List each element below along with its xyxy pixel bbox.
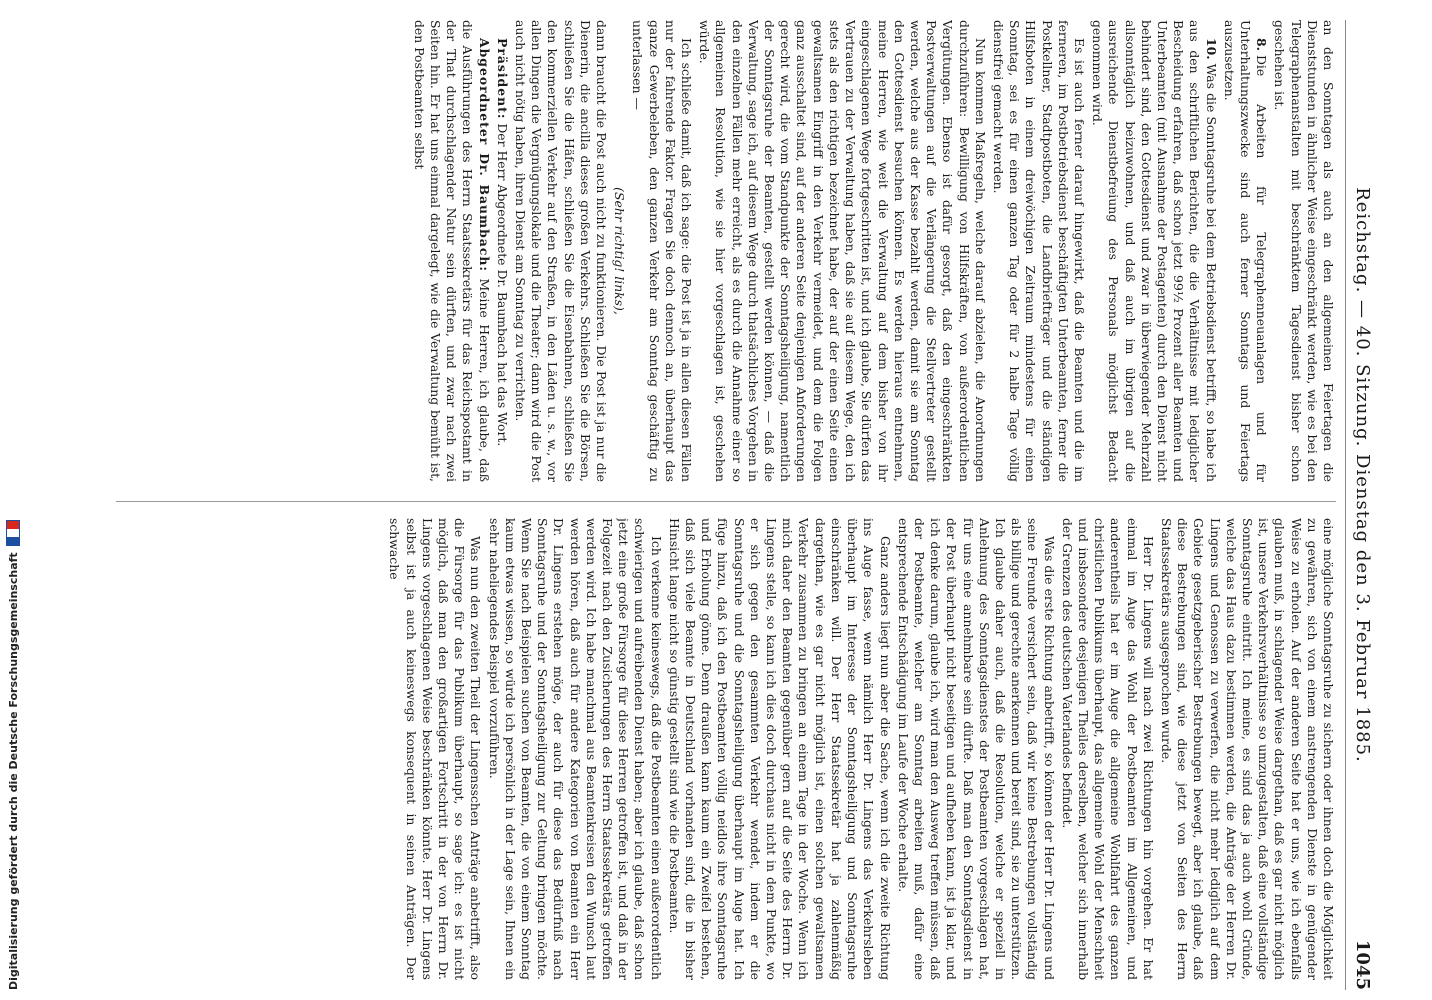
rotated-page: [90, 20, 1380, 990]
dfg-logo-icon: [6, 520, 20, 546]
paragraph-text: Die Arbeiten für Telegraphenneuanlagen und für Unterhaltungszwecke sind auch ferner Sonntags und Feiertags auszusetzen.: [1221, 20, 1270, 482]
column-divider: [116, 501, 1336, 502]
paragraph: eine mögliche Sonntagsruhe zu sichern oder ihnen doch die Möglichkeit zu gewähren, sich von einem anstrengenden Dienste in genügender Weise zu erholen. Auf der anderen Seite hat er uns, wie ich ebenfalls glauben muß, in schlagender Weise dargethan, daß es gar nicht möglich ist, unsere Verkehrsverhältnisse so umzugestalten, daß eine vollständige Sonntagsruhe eintritt. Ich meine, es sind das ja auch wohl Gründe, welche das Haus dazu bestimmen werden, die Anträge der Herren Dr. Lingens und Genossen zu verwerfen, die nicht mehr lediglich auf dem Gebiete gesetzgeberischer Bestrebungen bewegt, aber ich glaube, daß diese Bestrebungen sind, wie diese jetzt von Seiten des Herrn Staatssekretärs ausgesprochen wurde.: [1158, 518, 1336, 980]
digitization-text: Digitalisierung gefördert durch die Deutsche Forschungsgemeinschaft: [6, 552, 20, 990]
paragraph: Ich schließe damit, daß ich sage: die Post ist ja in allen diesen Fällen nur der fahrende Faktor. Fragen Sie doch dennoch an, überhaupt das ganze Gewerbeleben, den ganzen Verkehr am Sonntag geschäftig zu unterlassen —: [630, 20, 695, 482]
paragraph: Ich verkenne keineswegs, daß die Postbeamten einen außerordentlich schwierigen und aufreibenden Dienst haben; aber ich glaube, daß schon jetzt eine große Fürsorge für diese Herren getroffen ist, und daß in der Folgezeit nach den Zusicherungen des Herrn Staatssekretärs getroffen werden wird. Ich habe manchmal aus Beamtenkreisen den Wunsch laut werden hören, daß auch für andere Kategorien von Beamten ein Herr Dr. Lingens erstehen möge, der auch für diese das Bedürfniß nach Sonntagsruhe und der Sonntagsheiligung zur Geltung bringen möchte. Wenn Sie nach Beispielen suchen von Beamten, die von einem Sonntag kaum etwas wissen, so würde ich persönlich in der Lage sein, Ihnen ein sehr naheliegendes Beispiel vorzuführen.: [486, 518, 664, 980]
page-header: [1345, 20, 1380, 990]
paragraph: Nun kommen Maßregeln, welche darauf abzielen, die Anordnungen durchzuführen: Bewilligung von Hilfskräften, von außerordentlichen Vergütungen. Ebenso ist dafür gesorgt, daß den eingeschränkten Postverwaltungen auf die Verlängerung die Stellvertreter gestellt werden, welche aus der Kasse bezahlt werden, damit sie am Sonntag den Gottesdienst besuchen können. Es werden hieraus entnehmen, meine Herren, wie weit die Verwaltung auf dem bisher von ihr eingeschlagenen Wege fortgeschritten ist, und ich glaube, Sie dürfen das Vertrauen zu der Verwaltung haben, daß sie auf diesem Wege, den ich stets als den richtigen bezeichnet habe, der auf der einen Seite einen gewaltsamen Eingriff in den Verkehr vermeidet, und dem die Folgen ganz ausschaltet sind, auf der anderen Seite denjenigen Anforderungen gerecht wird, die vom Standpunkte der Sonntagsheiligung, namentlich der Sonntagsruhe der Beamten, gestellt werden können, — daß die Verwaltung, sage ich, auf diesem Wege durch thatsächliches Vorgehen in den einzelnen Fällen mehr erreicht, als es durch die Annahme einer so allgemeinen Resolution, wie sie hier vorgeschlagen ist, geschehen würde.: [697, 20, 988, 482]
header-title: Reichstag. — 40. Sitzung. Dienstag den 3. Februar 1885.: [1352, 187, 1374, 763]
paragraph-text: Der Herr Abgeordnete Dr. Baumbach hat das Wort.: [494, 123, 510, 447]
paragraph: [1221, 20, 1270, 482]
item-number: 10.: [1203, 38, 1219, 60]
speaker-name: Präsident:: [494, 38, 510, 120]
paragraph: [494, 20, 510, 482]
paragraph-text: Meine Herren, ich glaube, daß die Ausführungen des Herrn Staatssekretärs für das Reichspostamt in der That durchschlagender Natur sein dürften, und zwar nach zwei Seiten hin. Er hat uns einmal dargelegt, wie die Verwaltung bemüht ist, den Postbeamten selbst: [411, 20, 492, 482]
paragraph: Was nun den zweiten Theil der Lingensschen Anträge anbetrifft, also die Fürsorge für das Publikum überhaupt, so sage ich: es ist nicht möglich, daß man den großartigen Fortschritt in der von Herrn Dr. Lingens vorgeschlagenen Weise beschränken könnte. Herr Dr. Lingens selbst ist ja auch keineswegs konsequent in seinen Anträgen. Der schwache: [387, 518, 484, 980]
left-column: [96, 20, 1336, 482]
paragraph: dann braucht die Post auch nicht zu funktionieren. Die Post ist ja nur die Dienerin, die ancilla dieses großen Verkehrs. Schließen Sie die Börsen, schließen Sie die Häfen, schließen Sie die Eisenbahnen, schließen Sie den kommerziellen Verkehr auf den Straßen, in den Läden u. s. w., vor allen Dingen die Vergnügungslokale und die Theater; dann wird die Post auch nicht nötig haben, ihren Dienst am Sonntag zu verrichten.: [513, 20, 610, 482]
paragraph: Herr Dr. Lingens will nach zwei Richtungen hin vorgehen. Er hat einmal im Auge das Wohl der Postbeamten im Allgemeinen, und anderentheils hat er im Auge die allgemeine Wohlfahrt des ganzen christlichen Publikums überhaupt, das allgemeine Wohl der Menschheit und insbesondere desjenigen Theiles derselben, welcher sich innerhalb der Grenzen des deutschen Vaterlandes befindet.: [1059, 518, 1156, 980]
paragraph: Ganz anders liegt nun aber die Sache, wenn ich die zweite Richtung ins Auge fasse, wenn nämlich Herr Dr. Lingens das Verkehrsleben überhaupt im Interesse der Sonntagsheiligung und Sonntagsruhe einschränken will. Der Herr Staatssekretär hat ja zahlenmäßig dargethan, wie es gar nicht möglich ist, einen solchen gewaltsamen Verkehr zusammen zu bringen an einem Tage in der Woche. Wenn ich mich daher den Beamten gegenüber gern auf die Seite des Herrn Dr. Lingens stelle, so kann ich dies doch durchaus nicht in dem Punkte, wo er sich gegen den gesammten Verkehr wendet, indem er die Sonntagsruhe und die Sonntagsheiligung überhaupt im Auge hat. Ich füge hinzu, daß ich den Postbeamten völlig neidlos ihre Sonntagsruhe und Erholung gönne. Denn draußen kann kaum ein Zweifel bestehen, daß sich viele Beamte in Deutschland vorhanden sind, die in bisher Hinsicht lange nicht so günstig gestellt sind wie die Postbeamten.: [666, 518, 893, 980]
page-number: 1045: [1352, 939, 1374, 990]
right-column: [96, 518, 1336, 980]
paragraph: Es ist auch ferner darauf hingewirkt, daß die Beamten und die im ferneren, im Postbetriebsdienst beschäftigten Unterbeamten, ferner die Postkellner, Stadtpostboten, die Landbriefträger und die ständigen Hilfsboten in einem dreiwöchigen Zeitraum mindestens für einen Sonntag, sei es für einen ganzen Tag oder für 2 halbe Tage völlig dienstfrei gemacht werden.: [990, 20, 1087, 482]
paragraph: Was die erste Richtung anbetrifft, so können der Herr Dr. Lingens und seine Freunde versichert sein, daß wir keine Bestrebungen vollständig als billige und gerechte anerkennen und bereit sind, sie zu unterstützen. Ich glaube daher auch, daß die Resolution, welche er speziell in Anlehnung des Sonntagsdienstes der Postbeamten vorgeschlagen hat, für uns eine annehmbare sein dürfte. Daß man den Sonntagsdienst in der Post überhaupt nicht beseitigen und aufheben kann, ist ja klar, und ich denke darum, glaube ich, wird man den Ausweg treffen müssen, daß der Postbeamte, welcher am Sonntag arbeiten muß, dafür eine entsprechende Entschädigung im Laufe der Woche erhalte.: [895, 518, 1057, 980]
paragraph: [411, 20, 492, 482]
paragraph: [1089, 20, 1219, 482]
applause-note: (Sehr richtig! links),: [612, 187, 628, 315]
paragraph: an den Sonntagen als auch an den allgemeinen Feiertagen die Dienststunden in ähnlicher Weise eingeschränkt werden, wie es bei den Telegraphenanstalten mit beschränktem Tagesdienst bisher schon geschehen ist.: [1272, 20, 1336, 482]
digitization-footer: [2, 0, 24, 990]
item-number: 8.: [1254, 38, 1270, 51]
paragraph-text: Was die Sonntagsruhe bei dem Betriebsdienst betrifft, so habe ich aus den schriftlichen Berichten, die die Verhältnisse mit lediglicher Bescheidung erfahren, daß schon jetzt 99½ Prozent aller Beamten und Unterbeamten (mit Ausnahme der Postagenten) durch den Dienst nicht behindert sind, den Gottesdienst und zwar in überwiegender Mehrzahl allsonntäglich beizuwohnen, und daß auch im übrigen auf die ausreichende Dienstbefreiung des Personals möglichst Bedacht genommen wird.: [1090, 20, 1219, 482]
speaker-name: Abgeordneter Dr. Baumbach:: [476, 38, 492, 272]
